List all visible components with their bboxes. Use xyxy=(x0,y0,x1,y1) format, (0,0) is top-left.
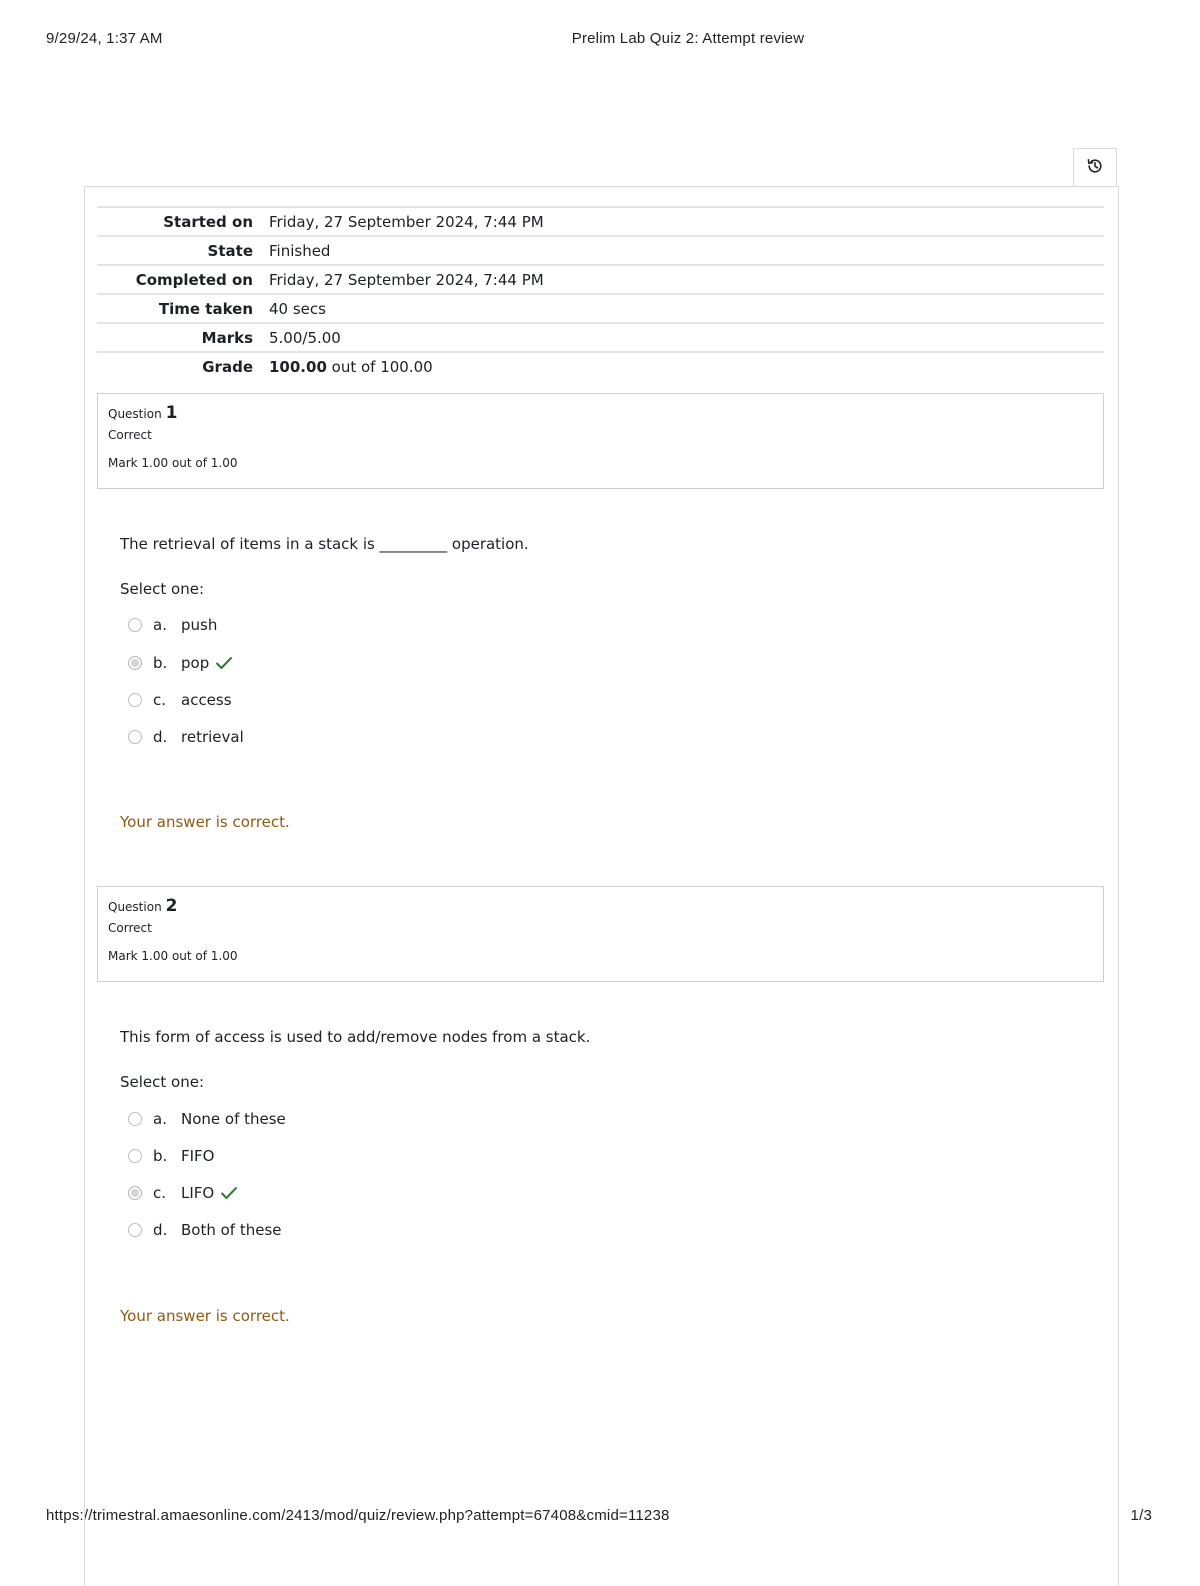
answer-radio[interactable] xyxy=(128,1223,142,1237)
answer-letter: a. xyxy=(153,616,167,634)
answer-option[interactable] xyxy=(128,689,232,711)
summary-row-grade xyxy=(97,352,1104,380)
answer-radio[interactable] xyxy=(128,1149,142,1163)
summary-label: State xyxy=(207,242,253,260)
summary-value: 5.00/5.00 xyxy=(269,329,341,347)
summary-row-completed xyxy=(97,265,1104,294)
question-info-box xyxy=(97,393,1104,489)
summary-value: Friday, 27 September 2024, 7:44 PM xyxy=(269,213,544,231)
question-text: This form of access is used to add/remove nodes from a stack. xyxy=(120,1028,591,1046)
answer-option[interactable] xyxy=(128,1145,215,1167)
summary-label: Marks xyxy=(201,329,253,347)
answer-letter: d. xyxy=(153,728,168,746)
answer-letter: c. xyxy=(153,1184,167,1202)
question-text: The retrieval of items in a stack is _________ operation. xyxy=(120,535,529,553)
question-number-line xyxy=(108,402,1093,424)
answer-text: retrieval xyxy=(181,728,244,746)
answer-letter: c. xyxy=(153,691,167,709)
summary-label: Time taken xyxy=(158,300,253,318)
answer-radio[interactable] xyxy=(128,656,142,670)
answer-option[interactable] xyxy=(128,1108,286,1130)
answer-letter: a. xyxy=(153,1110,167,1128)
answer-text: Both of these xyxy=(181,1221,282,1239)
question-state: Correct xyxy=(108,428,152,442)
summary-value: 40 secs xyxy=(269,300,326,318)
summary-value: Friday, 27 September 2024, 7:44 PM xyxy=(269,271,544,289)
grade-score: 100.00 xyxy=(269,358,327,376)
summary-value xyxy=(261,352,1104,380)
question-grade: Mark 1.00 out of 1.00 xyxy=(108,456,238,470)
answer-letter: b. xyxy=(153,1147,168,1165)
answer-feedback: Your answer is correct. xyxy=(120,813,290,831)
answer-option[interactable] xyxy=(128,1182,238,1204)
question-info-box xyxy=(97,886,1104,982)
history-icon xyxy=(1086,157,1104,179)
question-grade: Mark 1.00 out of 1.00 xyxy=(108,949,238,963)
question-number: 2 xyxy=(165,896,178,916)
answer-text: FIFO xyxy=(181,1147,215,1165)
answer-option[interactable] xyxy=(128,614,217,636)
print-page-number: 1/3 xyxy=(1130,1507,1152,1524)
summary-label: Grade xyxy=(202,358,253,376)
summary-label: Completed on xyxy=(135,271,253,289)
print-datetime: 9/29/24, 1:37 AM xyxy=(46,30,163,47)
answer-radio[interactable] xyxy=(128,1112,142,1126)
answer-text: LIFO xyxy=(181,1184,215,1202)
answer-text: access xyxy=(181,691,232,709)
answer-text: pop xyxy=(181,654,210,672)
question-state: Correct xyxy=(108,921,152,935)
question-number-line xyxy=(108,895,1093,917)
answer-text: None of these xyxy=(181,1110,286,1128)
summary-value: Finished xyxy=(269,242,331,260)
quiz-navigation-toggle-button[interactable] xyxy=(1073,148,1117,186)
question-number: 1 xyxy=(165,403,178,423)
answer-option[interactable] xyxy=(128,652,233,674)
answer-feedback: Your answer is correct. xyxy=(120,1307,290,1325)
summary-row-started xyxy=(97,207,1104,236)
answer-letter: b. xyxy=(153,654,168,672)
answer-text: push xyxy=(181,616,218,634)
summary-row-state xyxy=(97,236,1104,265)
print-title: Prelim Lab Quiz 2: Attempt review xyxy=(571,30,805,47)
question-label: Question xyxy=(108,407,162,421)
answer-radio[interactable] xyxy=(128,693,142,707)
answer-letter: d. xyxy=(153,1221,168,1239)
attempt-summary-table xyxy=(97,206,1104,380)
select-one-prompt: Select one: xyxy=(120,580,205,598)
select-one-prompt: Select one: xyxy=(120,1073,205,1091)
grade-total: out of 100.00 xyxy=(326,358,433,376)
summary-row-time-taken xyxy=(97,294,1104,323)
answer-option[interactable] xyxy=(128,1219,282,1241)
correct-check-icon xyxy=(215,656,233,670)
answer-radio[interactable] xyxy=(128,730,142,744)
summary-row-marks xyxy=(97,323,1104,352)
answer-radio[interactable] xyxy=(128,618,142,632)
correct-check-icon xyxy=(220,1186,238,1200)
summary-label: Started on xyxy=(163,213,253,231)
print-url: https://trimestral.amaesonline.com/2413/mod/quiz/review.php?attempt=67408&cmid=11238 xyxy=(46,1507,670,1524)
answer-radio[interactable] xyxy=(128,1186,142,1200)
question-label: Question xyxy=(108,900,162,914)
answer-option[interactable] xyxy=(128,726,244,748)
